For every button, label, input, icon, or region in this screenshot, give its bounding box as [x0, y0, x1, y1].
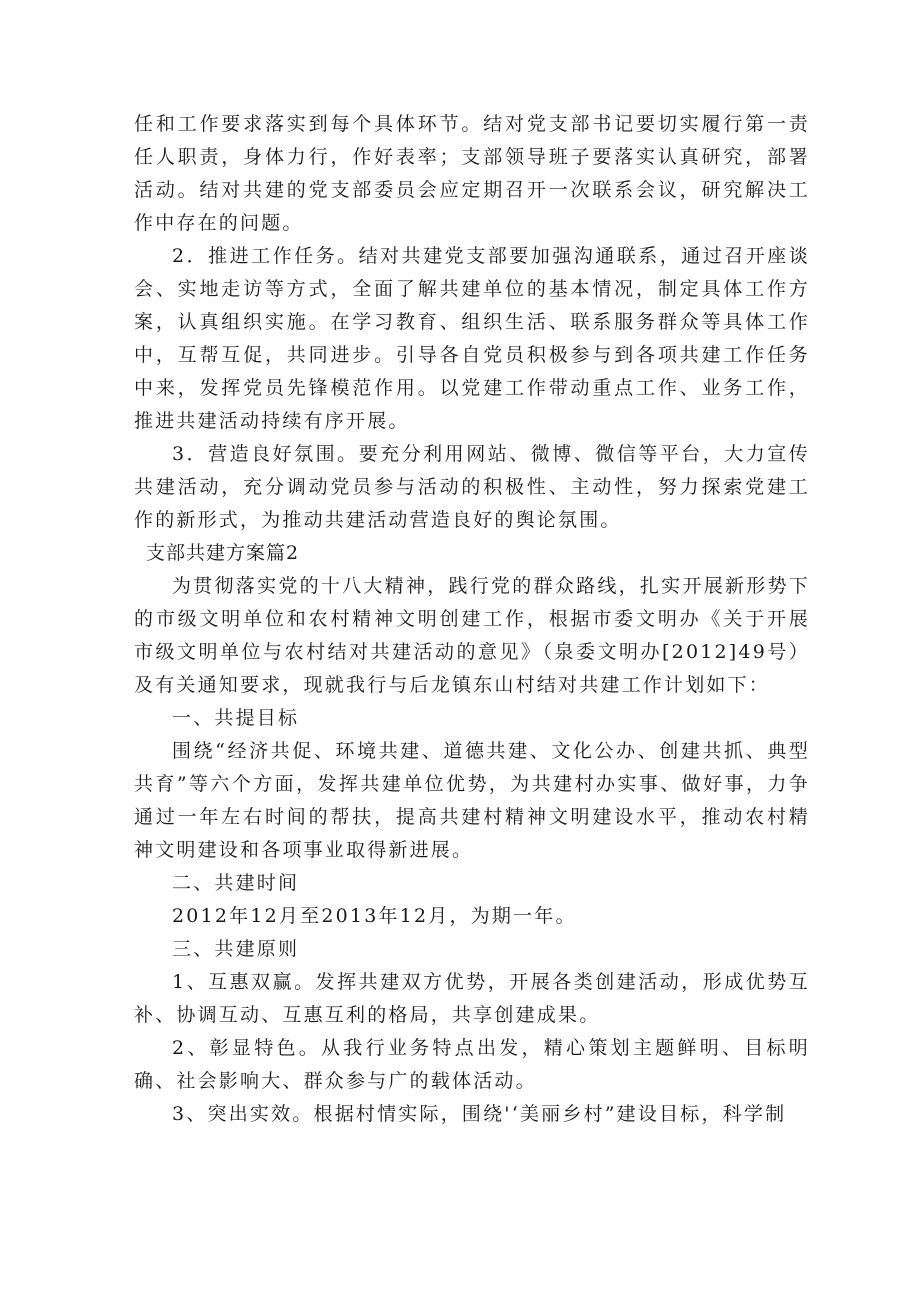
subheading-goals: 一、共提目标: [172, 707, 300, 729]
subheading-time: 二、共建时间: [172, 872, 300, 894]
paragraph-9: 3、突出实效。根据村情实际，围绕'‘美丽乡村”建设目标，科学制: [172, 1103, 787, 1125]
paragraph-4: 为贯彻落实党的十八大精神，践行党的群众路线，扎实开展新形势下的市级文明单位和农村精神文明创建工作，根据市委文明办《关于开展市级文明单位与农村结对共建活动的意见》（泉委文明办[2012]49号）及有关通知要求，现就我行与后龙镇东山村结对共建工作计划如下：: [134, 575, 810, 696]
section-heading: 支部共建方案篇2: [146, 542, 300, 564]
paragraph-8: 2、彰显特色。从我行业务特点出发，精心策划主题鲜明、目标明确、社会影响大、群众参与广的载体活动。: [134, 1037, 810, 1092]
paragraph-2: 2．推进工作任务。结对共建党支部要加强沟通联系，通过召开座谈会、实地走访等方式，全面了解共建单位的基本情况，制定具体工作方案，认真组织实施。在学习教育、组织生活、联系服务群众等具体工作中，互帮互促，共同进步。引导各自党员积极参与到各项共建工作任务中来，发挥党员先锋模范作用。以党建工作带动重点工作、业务工作，推进共建活动持续有序开展。: [134, 245, 810, 432]
paragraph-5: 围绕“经济共促、环境共建、道德共建、文化公办、创建共抓、典型共育”等六个方面，发挥共建单位优势，为共建村办实事、做好事，力争通过一年左右时间的帮扶，提高共建村精神文明建设水平，推动农村精神文明建设和各项事业取得新进展。: [134, 740, 810, 861]
paragraph-7: 1、互惠双赢。发挥共建双方优势，开展各类创建活动，形成优势互补、协调互动、互惠互利的格局，共享创建成果。: [134, 971, 810, 1026]
subheading-principles: 三、共建原则: [172, 938, 300, 960]
paragraph-6: 2012年12月至2013年12月，为期一年。: [172, 905, 577, 927]
paragraph-1: 任和工作要求落实到每个具体环节。结对党支部书记要切实履行第一责任人职责，身体力行，作好表率；支部领导班子要落实认真研究，部署活动。结对共建的党支部委员会应定期召开一次联系会议，研究解决工作中存在的问题。: [134, 113, 810, 234]
paragraph-3: 3．营造良好氛围。要充分利用网站、微博、微信等平台，大力宣传共建活动，充分调动党员参与活动的积极性、主动性，努力探索党建工作的新形式，为推动共建活动营造良好的舆论氛围。: [134, 443, 810, 531]
